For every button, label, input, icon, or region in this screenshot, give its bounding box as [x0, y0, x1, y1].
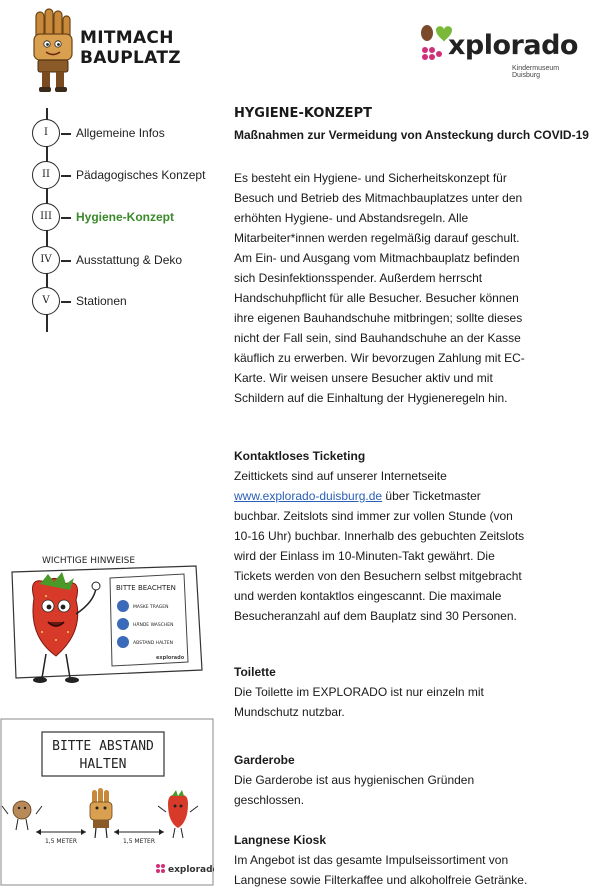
intro-line: Besuch und Betrieb des Mitmachbauplatzes unter den	[234, 191, 523, 205]
nav-item-hygiene-konzept[interactable]	[32, 203, 222, 233]
explorado-logo	[418, 20, 588, 80]
explorado-subtitle: Kindermuseum Duisburg	[512, 65, 560, 79]
poster1-board-title: BITTE BEACHTEN	[116, 584, 176, 592]
toilette-line: Die Toilette im EXPLORADO ist nur einzeln mit	[234, 685, 484, 699]
nav-numeral: II	[32, 161, 60, 189]
mask-icon	[117, 600, 129, 612]
intro-line: Schildern auf die Einhaltung der Hygieneregeln hin.	[234, 391, 508, 405]
nav-item-ausstattung-deko[interactable]	[32, 246, 222, 276]
nav-numeral: IV	[32, 246, 60, 274]
ticketing-line: Zeittickets sind auf unserer Internetseite	[234, 469, 447, 483]
poster-bitte-abstand-halten	[0, 718, 214, 888]
intro-line: Am Ein- und Ausgang vom Mitmachbauplatz befinden	[234, 251, 520, 265]
poster1-row-1: MASKE TRAGEN	[133, 605, 169, 610]
nav-numeral: V	[32, 287, 60, 315]
ticketing-line: 10-16 Uhr) buchbar. Innerhalb des gebuchten Zeitslots	[234, 529, 525, 543]
page-title: HYGIENE-KONZEPT	[234, 106, 372, 121]
explorado-wordmark: xplorado	[448, 30, 578, 61]
poster2-line-1: BITTE ABSTAND	[52, 739, 154, 754]
distance-icon	[117, 636, 129, 648]
nav-label: Stationen	[76, 294, 127, 308]
intro-line: erhöhten Hygiene- und Abstandsregeln. Alle	[234, 211, 469, 225]
intro-line: Mitarbeiter*innen werden regelmäßig darauf geschult.	[234, 231, 520, 245]
nav-item-stationen[interactable]	[32, 287, 222, 317]
garderobe-heading: Garderobe	[234, 753, 295, 767]
website-link[interactable]: www.explorado-duisburg.de	[234, 489, 383, 503]
intro-paragraph	[234, 168, 590, 408]
logo-line-1: MITMACH	[80, 28, 174, 48]
poster2-brand: explorado	[168, 865, 214, 875]
nav-item-allgemeine-infos[interactable]	[32, 119, 222, 149]
nav-label: Hygiene-Konzept	[76, 210, 175, 224]
nav-item-paedagogisches-konzept[interactable]	[32, 161, 222, 191]
intro-line: Karte. Wir weisen unsere Besucher aktiv und mit	[234, 371, 493, 385]
poster1-brand: explorado	[156, 655, 185, 661]
nav-connector	[61, 301, 71, 303]
poster1-row-3: ABSTAND HALTEN	[133, 641, 173, 646]
page-subtitle: Maßnahmen zur Vermeidung von Ansteckung durch COVID-19	[234, 128, 589, 142]
ticketing-heading: Kontaktloses Ticketing	[234, 449, 366, 463]
poster1-row-2: HÄNDE WASCHEN	[133, 623, 174, 628]
ticketing-line: wird der Einlass im 10-Minuten-Takt gewährt. Die	[234, 549, 495, 563]
toilette-line: Mundschutz nutzbar.	[234, 705, 345, 719]
distance-label-2: 1,5 METER	[122, 838, 156, 845]
intro-line: nicht der Fall sein, sind Bauhandschuhe an der Kasse	[234, 331, 521, 345]
poster2-line-2: HALTEN	[79, 757, 127, 772]
section-kiosk	[234, 830, 590, 890]
nav-numeral: I	[32, 119, 60, 147]
intro-line: ihre eigenen Bauhandschuhe mitbringen; sollte dieses	[234, 311, 523, 325]
logo-wordmark	[80, 28, 181, 68]
nav-label: Pädagogisches Konzept	[76, 168, 206, 182]
kiosk-line: Langnese sowie Filterkaffee und alkoholfreie Getränke.	[234, 873, 528, 887]
poster1-title: WICHTIGE HINWEISE	[42, 556, 136, 566]
mitmach-bauplatz-logo	[26, 8, 186, 94]
section-toilette	[234, 662, 590, 722]
nav-connector	[61, 133, 71, 135]
nav-label: Ausstattung & Deko	[76, 253, 183, 267]
section-garderobe	[234, 750, 590, 810]
ticketing-line: und werden kontaktlos eingescannt. Die maximale	[234, 589, 502, 603]
logo-line-2: BAUPLATZ	[80, 48, 181, 68]
nav-label: Allgemeine Infos	[76, 126, 165, 140]
garderobe-line: Die Garderobe ist aus hygienischen Gründen	[234, 773, 475, 787]
nav-numeral: III	[32, 203, 60, 231]
explorado-emblem-icon	[418, 24, 452, 68]
nav-connector	[61, 260, 71, 262]
intro-line: käuflich zu erwerben. Wir bevorzugen Zahlung mit EC-	[234, 351, 525, 365]
kiosk-heading: Langnese Kiosk	[234, 833, 327, 847]
chapter-navigation	[0, 100, 220, 340]
intro-line: Es besteht ein Hygiene- und Sicherheitskonzept für	[234, 171, 507, 185]
toilette-heading: Toilette	[234, 665, 276, 679]
poster-wichtige-hinweise	[6, 552, 206, 692]
kiosk-line: Im Angebot ist das gesamte Impulseissortiment von	[234, 853, 509, 867]
intro-line: sich Desinfektionsspender. Außerdem herrscht	[234, 271, 483, 285]
hand-wash-icon	[117, 618, 129, 630]
garderobe-line: geschlossen.	[234, 793, 305, 807]
nav-connector	[61, 175, 71, 177]
ticketing-line: Besucheranzahl auf dem Bauplatz sind 30 Personen.	[234, 609, 517, 623]
distance-label-1: 1,5 METER	[44, 838, 78, 845]
glove-mascot-icon	[26, 8, 82, 94]
ticketing-line: buchbar. Zeitslots sind immer zur vollen Stunde (von	[234, 509, 513, 523]
nav-connector	[61, 217, 71, 219]
section-ticketing	[234, 446, 590, 626]
ticketing-line: über Ticketmaster	[382, 489, 481, 503]
intro-line: Handschuhpflicht für alle Besucher. Besucher können	[234, 291, 519, 305]
ticketing-link-line	[234, 486, 590, 506]
ticketing-line: Tickets werden von den Besuchern selbst mitgebracht	[234, 569, 522, 583]
